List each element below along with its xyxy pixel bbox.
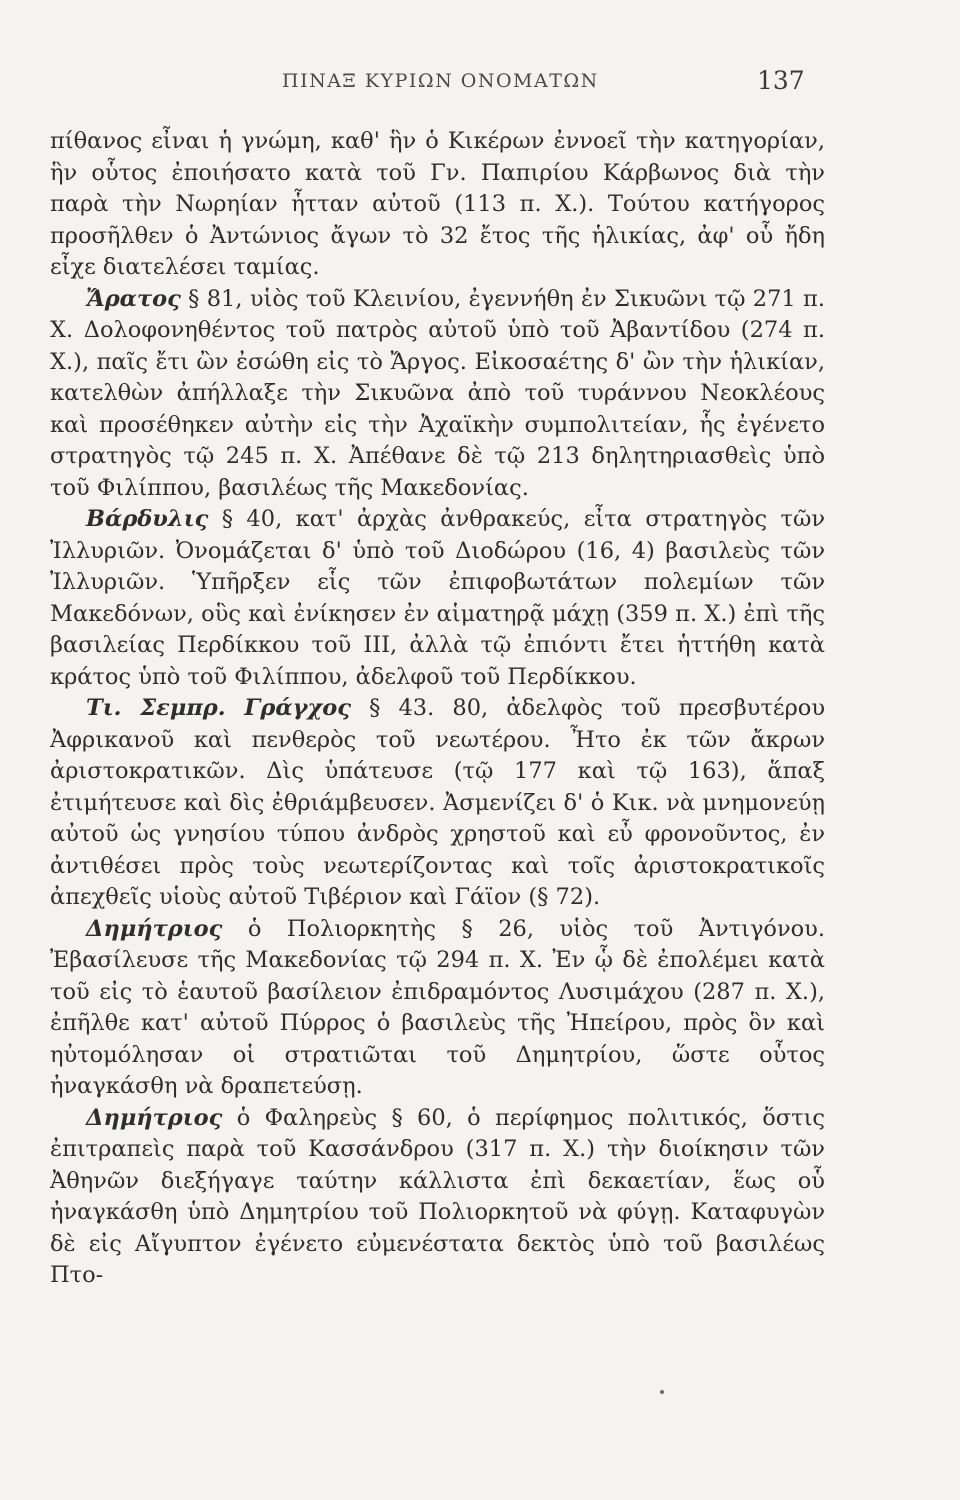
index-body bbox=[50, 126, 825, 1292]
index-entry-demetrios-phalereus bbox=[50, 1103, 825, 1292]
index-entry-bardylis bbox=[50, 504, 825, 693]
entry-text: § 81, υἱὸς τοῦ Κλεινίου, ἐγεννήθη ἐν Σικυῶνι τῷ 271 π. Χ. Δολοφονηθέντος τοῦ πατρὸς αὐτοῦ ὑπὸ τοῦ Ἀβαντίδου (274 π. Χ.), παῖς ἔτι ὢν ἐσώθη εἰς τὸ Ἄργος. Εἰκοσαέτης δ' ὢν τὴν ἡλικίαν, κατελθὼν ἀπήλλαξε τὴν Σικυῶνα ἀπὸ τοῦ τυράννου Νεοκλέους καὶ προσέθηκεν αὐτὴν εἰς τὴν Ἀχαϊκὴν συμπολιτείαν, ἧς ἐγένετο στρατηγὸς τῷ 245 π. Χ. Ἀπέθανε δὲ τῷ 213 δηλητηριασθεὶς ὑπὸ τοῦ Φιλίππου, βασιλέως τῆς Μακεδονίας. bbox=[50, 285, 825, 501]
entry-text: § 40, κατ' ἀρχὰς ἀνθρακεύς, εἶτα στρατηγὸς τῶν Ἰλλυριῶν. Ὀνομάζεται δ' ὑπὸ τοῦ Διοδώρου (16, 4) βασιλεὺς τῶν Ἰλλυριῶν. Ὑπῆρξεν εἷς τῶν ἐπιφοβωτάτων πολεμίων τῶν Μακεδόνων, οὓς καὶ ἐνίκησεν ἐν αἱματηρᾷ μάχῃ (359 π. Χ.) ἐπὶ τῆς βασιλείας Περδίκκου τοῦ III, ἀλλὰ τῷ ἐπιόντι ἔτει ἡττήθη κατὰ κράτος ὑπὸ τοῦ Φιλίππου, ἀδελφοῦ τοῦ Περδίκκου. bbox=[50, 506, 825, 690]
entry-headword: Βάρδυλις bbox=[86, 506, 209, 532]
index-entry-continuation bbox=[50, 126, 825, 284]
index-entry-demetrios-poliorketes bbox=[50, 914, 825, 1103]
print-speck bbox=[660, 1390, 664, 1394]
entry-text: ὁ Πολιορκητὴς § 26, υἱὸς τοῦ Ἀντιγόνου. Ἐβασίλευσε τῆς Μακεδονίας τῷ 294 π. Χ. Ἐν ᾧ δὲ ἐπολέμει κατὰ τοῦ εἰς τὸ ἑαυτοῦ βασίλειον ἐπιδραμόντος Λυσιμάχου (287 π. Χ.), ἐπῆλθε κατ' αὐτοῦ Πύρρος ὁ βασιλεὺς τῆς Ἠπείρου, πρὸς ὃν καὶ ηὐτομόλησαν οἱ στρατιῶται τοῦ Δημητρίου, ὥστε οὗτος ἠναγκάσθη νὰ δραπετεύσῃ. bbox=[50, 915, 826, 1099]
page-number: 137 bbox=[757, 66, 805, 95]
running-head bbox=[0, 66, 960, 106]
entry-headword: Δημήτριος bbox=[86, 1104, 223, 1131]
index-entry-aratos bbox=[50, 284, 825, 505]
entry-text: πίθανος εἶναι ἡ γνώμη, καθ' ἣν ὁ Κικέρων ἐννοεῖ τὴν κατηγορίαν, ἣν οὗτος ἐποιήσατο κατὰ τοῦ Γν. Παπιρίου Κάρβωνος διὰ τὴν παρὰ τὴν Νωρηίαν ἧτταν αὐτοῦ (113 π. Χ.). Τούτου κατήγορος προσῆλθεν ὁ Ἀντώνιος ἄγων τὸ 32 ἔτος τῆς ἡλικίας, ἀφ' οὗ ἤδη εἶχε διατελέσει ταμίας. bbox=[50, 128, 825, 280]
entry-text: § 43. 80, ἀδελφὸς τοῦ πρεσβυτέρου Ἀφρικανοῦ καὶ πενθερὸς τοῦ νεωτέρου. Ἦτο ἐκ τῶν ἄκρων ἀριστοκρατικῶν. Δὶς ὑπάτευσε (τῷ 177 καὶ τῷ 163), ἅπαξ ἐτιμήτευσε καὶ δὶς ἐθριάμβευσεν. Ἀσμενίζει δ' ὁ Κικ. νὰ μνημονεύῃ αὐτοῦ ὡς γνησίου τύπου ἀνδρὸς χρηστοῦ καὶ εὖ φρονοῦντος, ἐν ἀντιθέσει πρὸς τοὺς νεωτερίζοντας καὶ τοῖς ἀριστοκρατικοῖς ἀπεχθεῖς υἱοὺς αὐτοῦ Τιβέριον καὶ Γάϊον (§ 72). bbox=[50, 695, 826, 910]
entry-headword: Τι. Σεμπρ. Γράγχος bbox=[86, 695, 351, 721]
running-title: ΠΙΝΑΞ ΚΥΡΙΩΝ ΟΝΟΜΑΤΩΝ bbox=[282, 70, 599, 92]
entry-headword: Δημήτριος bbox=[86, 915, 223, 942]
entry-headword: Ἄρατος bbox=[86, 285, 181, 312]
index-entry-gracchus bbox=[50, 693, 825, 914]
entry-text: ὁ Φαληρεὺς § 60, ὁ περίφημος πολιτικός, ὅστις ἐπιτραπεὶς παρὰ τοῦ Κασσάνδρου (317 π. Χ.) τὴν διοίκησιν τῶν Ἀθηνῶν διεξήγαγε ταύτην κάλλιστα ἐπὶ δεκαετίαν, ἕως οὗ ἠναγκάσθη ὑπὸ Δημητρίου τοῦ Πολιορκητοῦ νὰ φύγῃ. Καταφυγὼν δὲ εἰς Αἴγυπτον ἐγένετο εὐμενέστατα δεκτὸς ὑπὸ τοῦ βασιλέως Πτο- bbox=[50, 1104, 826, 1288]
